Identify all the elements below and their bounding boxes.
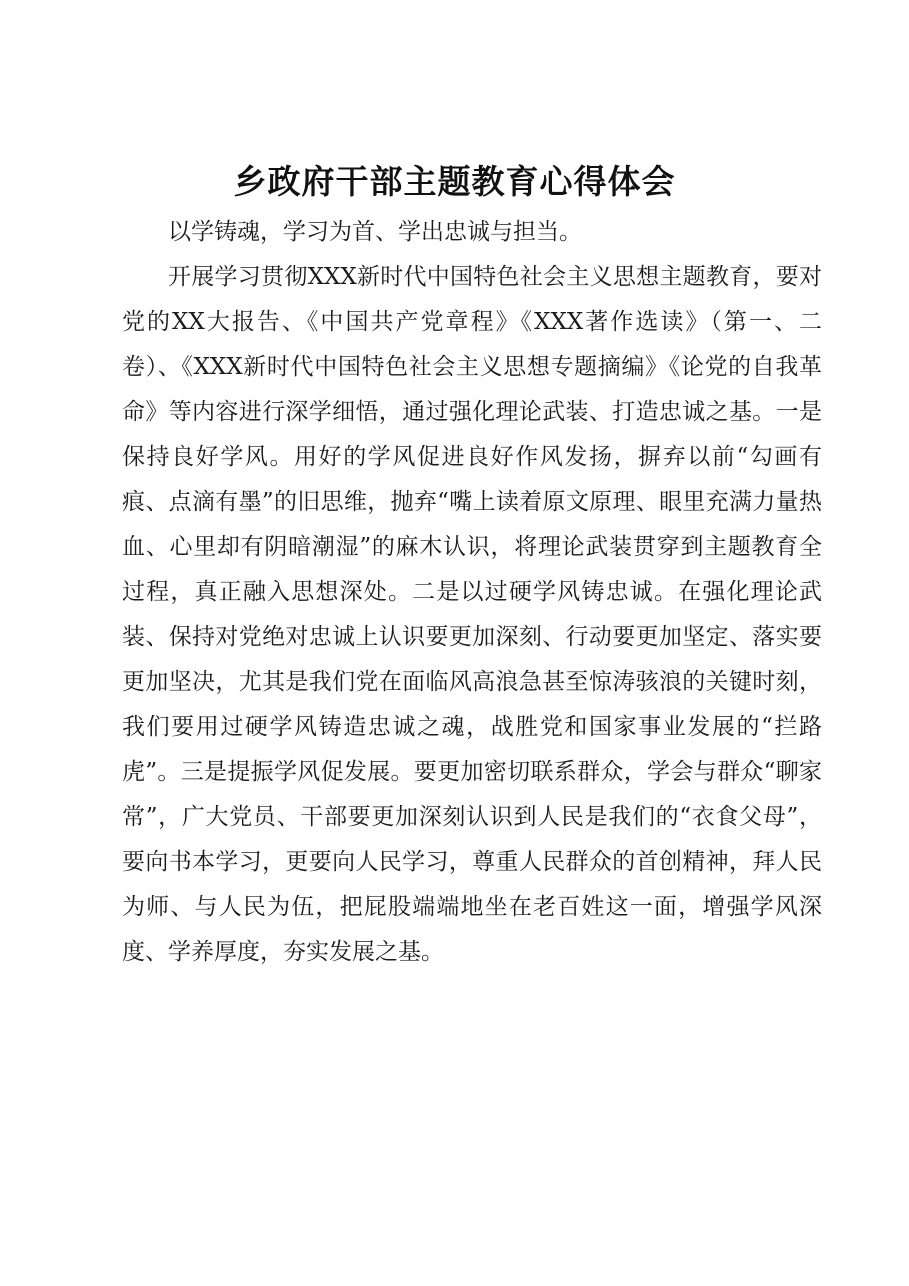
paragraph-main: 开展学习贯彻XXX新时代中国特色社会主义思想主题教育，要对党的XX大报告、《中国共产党章程》《XXX著作选读》（第一、二卷）、《XXX新时代中国特色社会主义思想专题摘编》《论党的自我革命》等内容进行深学细悟，通过强化理论武装、打造忠诚之基。一是保持良好学风。用好的学风促进良好作风发扬，摒弃以前“勾画有痕、点滴有墨”的旧思维，抛弃“嘴上读着原文原理、眼里充满力量热血、心里却有阴暗潮湿”的麻木认识，将理论武装贯穿到主题教育全过程，真正融入思想深处。二是以过硬学风铸忠诚。在强化理论武装、保持对党绝对忠诚上认识要更加深刻、行动要更加坚定、落实要更加坚决，尤其是我们党在面临风高浪急甚至惊涛骇浪的关键时刻，我们要用过硬学风铸造忠诚之魂，战胜党和国家事业发展的“拦路虎”。三是提振学风促发展。要更加密切联系群众，学会与群众“聊家常”，广大党员、干部要更加深刻认识到人民是我们的“衣食父母”，要向书本学习，更要向人民学习，尊重人民群众的首创精神，拜人民为师、与人民为伍，把屁股端端地坐在老百姓这一面，增强学风深度、学养厚度，夯实发展之基。 [122,264,822,965]
document-title: 乡政府干部主题教育心得体会 [233,162,676,201]
document-body [122,210,822,975]
paragraph-intro: 以学铸魂，学习为首、学出忠诚与担当。 [168,219,582,245]
